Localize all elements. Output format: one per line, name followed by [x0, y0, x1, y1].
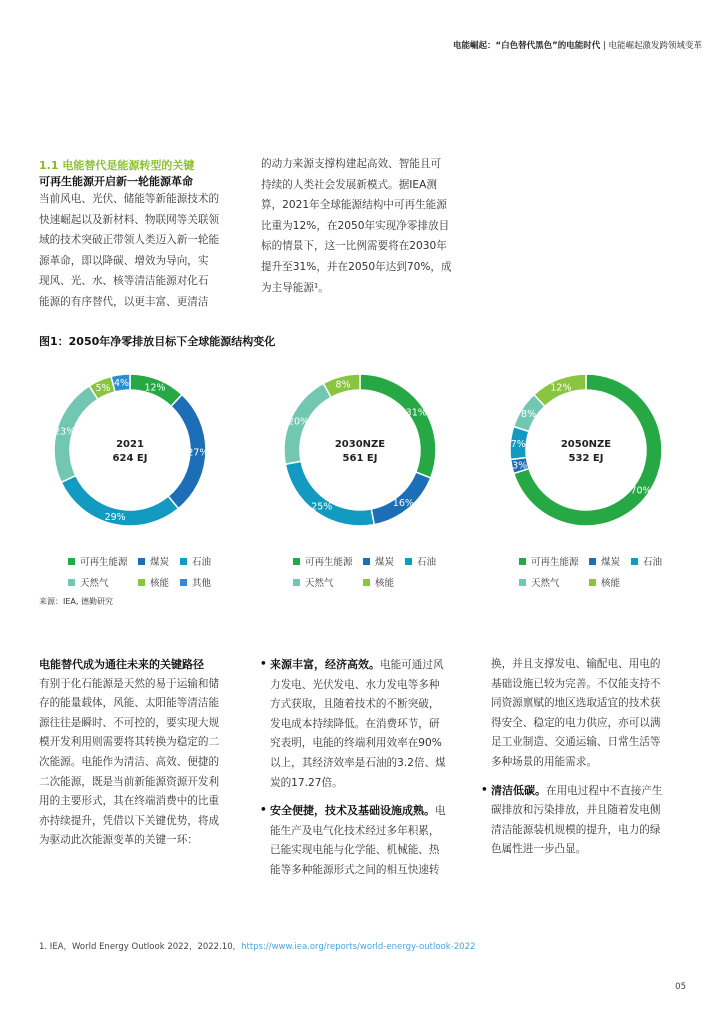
text-line: 能生产及电气化技术经过多年积累，	[270, 824, 440, 837]
text-line: 存的能量载体，风能、太阳能等清洁能	[39, 697, 220, 710]
text-line: 已能实现电能与化学能、机械能、热	[270, 844, 440, 857]
text-line: 快速崛起以及新材料、物联网等关联领	[39, 213, 220, 226]
text-line: 源往往是瞬时、不可控的，要实现大规	[39, 716, 220, 729]
footnote-link[interactable]: https://www.iea.org/reports/world-energy-outlook-2022	[241, 942, 476, 952]
slice-label: 27%	[187, 447, 209, 459]
slice-label: 12%	[550, 382, 572, 394]
bullet-3-heading: 清洁低碳。	[491, 783, 546, 797]
center-label: 2050NZE	[560, 439, 612, 450]
text-line: 二次能源，既是当前新能源资源开发利	[39, 775, 220, 788]
text-line: 为驱动此次能源变革的关键一环：	[39, 834, 198, 847]
legend-label: 天然气	[531, 578, 560, 589]
header-title: 电能崛起：“白色替代黑色”的电能时代	[453, 41, 601, 51]
text-line: 算，2021年全球能源结构中可再生能源	[261, 199, 447, 212]
bullet-dot: •	[260, 658, 267, 670]
text-line: 有别于化石能源是天然的易于运输和储	[39, 677, 220, 690]
section-subtitle: 可再生能源开启新一轮能源革命	[39, 175, 193, 188]
text-line: 清洁能源装机规模的提升，电力的绿	[491, 823, 661, 836]
legend-item	[293, 575, 334, 589]
text-line: 炭的17.27倍。	[270, 776, 343, 789]
legend-item	[631, 554, 662, 568]
legend-label: 煤炭	[375, 557, 395, 568]
slice-label: 8%	[335, 379, 351, 391]
slice-label: 5%	[95, 383, 111, 395]
text-line: 以上，其经济效率是石油的3.2倍、煤	[270, 756, 446, 769]
legend-swatch	[405, 558, 412, 565]
text-line: 究表明，电能的终端利用效率在90%	[270, 737, 442, 750]
legend-item	[363, 575, 394, 589]
legend-swatch	[519, 558, 526, 565]
legend-swatch	[589, 558, 596, 565]
legend-item	[589, 575, 620, 589]
intro-column-1	[39, 189, 244, 313]
legend-label: 核能	[150, 578, 170, 589]
legend-label: 可再生能源	[531, 557, 579, 568]
text-line: 得安全、稳定的电力供应，亦可以满	[491, 716, 661, 729]
bullet-dot: •	[260, 804, 267, 817]
footnote	[39, 940, 475, 952]
slice-label: 16%	[392, 497, 414, 509]
legend-label: 石油	[643, 557, 663, 568]
center-label: 561 EJ	[342, 453, 378, 464]
text-line: 提升至31%，并在2050年达到70%，成	[261, 260, 452, 273]
legend-swatch	[363, 579, 370, 586]
section-title: 1.1 电能替代是能源转型的关键	[39, 159, 195, 172]
legend-item	[180, 575, 211, 589]
legend-item	[68, 575, 109, 589]
legend-label: 石油	[192, 557, 212, 568]
legend-item	[138, 575, 169, 589]
page-number: 05	[675, 982, 686, 992]
text-line: 模开发利用则需要将其转换为稳定的二	[39, 736, 220, 749]
legend-swatch	[138, 558, 145, 565]
text-line: 次能源。电能作为清洁、高效、便捷的	[39, 755, 220, 768]
figure-source: 来源：IEA, 德勤研究	[39, 597, 113, 606]
body-column-3	[481, 655, 679, 860]
slice-label: 25%	[311, 501, 333, 513]
legend-label: 天然气	[305, 578, 334, 589]
bullet-resources	[260, 655, 458, 793]
text-line: 亦持续提升，凭借以下关键优势，将成	[39, 814, 220, 827]
text-line: 持续的人类社会发展新模式。据IEA测	[261, 178, 437, 191]
legend-label: 核能	[375, 578, 395, 589]
text-line: 当前风电、光伏、储能等新能源技术的	[39, 193, 220, 205]
legend-swatch	[589, 579, 596, 586]
slice-label: 23%	[54, 426, 76, 438]
legend-item	[363, 554, 394, 568]
legend-label: 核能	[601, 578, 621, 589]
header-subtitle: | 电能崛起激发跨领域变革	[602, 41, 702, 51]
text-line: 足工业制造、交通运输、日常生活等	[491, 736, 661, 749]
legend-swatch	[519, 579, 526, 586]
legend-label: 可再生能源	[80, 557, 128, 568]
text-line: 基础设施已较为完善。不仅能支持不	[491, 677, 661, 690]
legend-item	[519, 554, 579, 568]
legend-item	[180, 554, 211, 568]
bullet-safety	[260, 801, 458, 880]
center-label: 2030NZE	[334, 439, 386, 450]
legend-item	[293, 554, 353, 568]
legend-swatch	[138, 579, 145, 586]
slice-label: 20%	[287, 416, 310, 428]
legend-label: 煤炭	[601, 557, 621, 568]
text-line: 发电成本持续降低。在消费环节，研	[270, 717, 440, 730]
legend-swatch	[293, 579, 300, 586]
text-line: 力发电、光伏发电、水力发电等多种	[270, 678, 440, 691]
center-label: 532 EJ	[568, 453, 604, 464]
legend-swatch	[180, 579, 187, 586]
slice-label: 12%	[144, 382, 166, 394]
slice-label: 8%	[521, 409, 537, 421]
text-line: 多种场景的用能需求。	[491, 755, 597, 768]
legend-swatch	[68, 579, 75, 586]
text-line: 源革命，即以降碳、增效为导向，实	[39, 254, 209, 267]
text-line: 的动力来源支撑构建起高效、智能且可	[261, 158, 442, 170]
legend-swatch	[631, 558, 638, 565]
text-line: 电	[435, 805, 446, 818]
legend-swatch	[363, 558, 370, 565]
footnote-text: 1. IEA，World Energy Outlook 2022，2022.10，	[39, 942, 242, 952]
legend-label: 石油	[417, 557, 437, 568]
text-line: 电能可通过风	[380, 659, 444, 671]
body-heading: 电能替代成为通往未来的关键路径	[39, 658, 204, 671]
legend-label: 其他	[192, 578, 212, 589]
center-label: 624 EJ	[112, 453, 148, 464]
running-header	[453, 39, 702, 51]
text-line: 现风、光、水、核等清洁能源对化石	[39, 275, 209, 288]
bullet-clean	[481, 781, 679, 860]
legend-item	[519, 575, 560, 589]
text-line: 换，并且支撑发电、输配电、用电的	[491, 658, 661, 670]
text-line: 为主导能源¹。	[261, 281, 329, 294]
slice-label: 31%	[405, 407, 427, 419]
text-line: 色属性进一步凸显。	[491, 843, 587, 856]
text-line: 用的主要形式，其在终端消费中的比重	[39, 795, 220, 808]
slice-label: 3%	[512, 460, 528, 472]
bullet-2-heading: 安全便捷，技术及基础设施成熟。	[270, 804, 435, 818]
legend-item	[405, 554, 436, 568]
legend-label: 天然气	[80, 578, 109, 589]
intro-column-2	[261, 154, 466, 298]
figure-title: 图1：2050年净零排放目标下全球能源结构变化	[39, 335, 276, 348]
legend-item	[68, 554, 128, 568]
text-line: 域的技术突破正带领人类迈入新一轮能	[39, 234, 220, 247]
bullet-1-heading: 来源丰富，经济高效。	[270, 658, 380, 671]
legend-swatch	[68, 558, 75, 565]
donut-slice	[285, 461, 374, 526]
bullet-dot: •	[481, 783, 488, 796]
slice-label: 7%	[510, 439, 526, 451]
legend-item	[138, 554, 169, 568]
text-line: 方式获取，且随着技术的不断突破，	[270, 698, 440, 711]
text-line: 同资源禀赋的地区选取适宜的技术获	[491, 697, 661, 710]
body-column-1	[39, 655, 237, 851]
legend-item	[589, 554, 620, 568]
text-line: 标的情景下，这一比例需要将在2030年	[261, 240, 447, 253]
slice-label: 70%	[630, 485, 652, 497]
slice-label: 4%	[113, 378, 130, 390]
text-line: 能源的有序替代，以更丰富、更清洁	[39, 295, 209, 308]
legend-swatch	[180, 558, 187, 565]
legend-swatch	[293, 558, 300, 565]
text-line: 能等多种能源形式之间的相互快速转	[270, 863, 440, 876]
body-column-2	[260, 655, 458, 881]
text-line: 碳排放和污染排放，并且随着发电侧	[491, 804, 661, 817]
legend-label: 可再生能源	[305, 557, 353, 568]
slice-label: 29%	[104, 511, 126, 523]
legend-label: 煤炭	[150, 557, 170, 568]
center-label: 2021	[116, 439, 144, 450]
text-line: 在用电过程中不直接产生	[546, 784, 663, 797]
text-line: 比重为12%，在2050年实现净零排放目	[261, 219, 450, 232]
